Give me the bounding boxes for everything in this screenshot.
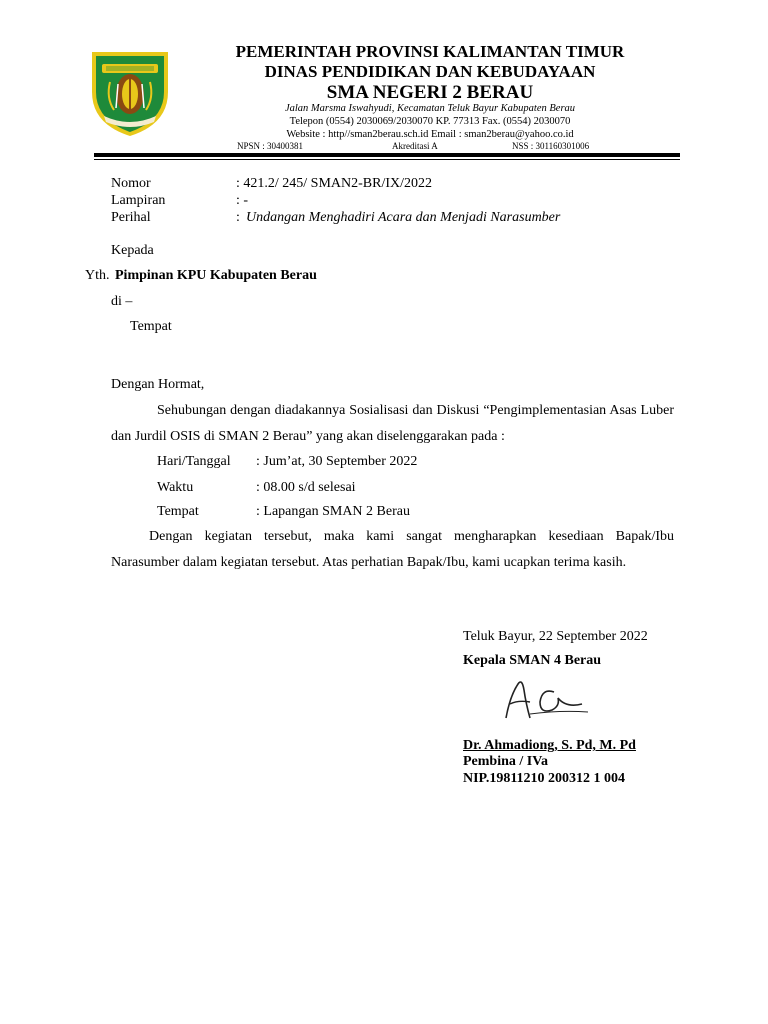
- lampiran-value: : -: [236, 193, 249, 208]
- nomor-value: : 421.2/ 245/ SMAN2-BR/IX/2022: [236, 176, 433, 191]
- waktu-value: : 08.00 s/d selesai: [256, 480, 356, 495]
- kop-school-name: SMA NEGERI 2 BERAU: [326, 82, 534, 103]
- letterhead-rule-thick: [94, 153, 680, 157]
- greeting: Dengan Hormat,: [111, 377, 205, 392]
- kop-phone: Telepon (0554) 2030069/2030070 KP. 77313 Fax. (0554) 2030070: [289, 116, 571, 127]
- perihal-colon: :: [236, 210, 240, 225]
- place-date: Teluk Bayur, 22 September 2022: [463, 629, 648, 644]
- signer-rank: Pembina / IVa: [463, 754, 549, 769]
- paragraph-1: Sehubungan dengan diadakannya Sosialisasi dan Diskusi “Pengimplementasian Asas Luber dan Jurdil OSIS di SMAN 2 Berau” yang akan diselenggarakan pada :: [111, 403, 674, 444]
- hari-label: Hari/Tanggal: [157, 454, 231, 469]
- yth-text: Yth.: [85, 268, 110, 283]
- perihal-label: Perihal: [111, 210, 151, 225]
- kepada-text: Kepada: [111, 243, 154, 258]
- kop-nss: NSS : 301160301006: [512, 141, 590, 151]
- lampiran-label: Lampiran: [111, 193, 166, 208]
- signer-name: Dr. Ahmadiong, S. Pd, M. Pd: [463, 738, 636, 753]
- di-text: di –: [111, 294, 133, 309]
- tempat-label: Tempat: [157, 504, 199, 519]
- school-logo: [88, 46, 172, 138]
- kop-website: Website : http//sman2berau.sch.id Email : sman2berau@yahoo.co.id: [286, 129, 574, 140]
- tempat-value: : Lapangan SMAN 2 Berau: [256, 504, 410, 519]
- signer-nip: NIP.19811210 200312 1 004: [463, 771, 626, 786]
- recipient-name: Pimpinan KPU Kabupaten Berau: [115, 268, 317, 283]
- waktu-label: Waktu: [157, 480, 194, 495]
- kop-akreditasi: Akreditasi A: [392, 141, 438, 151]
- kop-address: Jalan Marsma Iswahyudi, Kecamatan Teluk Bayur Kabupaten Berau: [284, 103, 576, 114]
- kop-province: PEMERINTAH PROVINSI KALIMANTAN TIMUR: [235, 42, 625, 61]
- nomor-label: Nomor: [111, 176, 151, 191]
- tempat-text: Tempat: [130, 319, 172, 334]
- paragraph-2: Dengan kegiatan tersebut, maka kami sangat mengharapkan kesediaan Bapak/Ibu Narasumber dalam kegiatan tersebut. Atas perhatian Bapak/Ibu, kami ucapkan terima kasih.: [111, 529, 674, 570]
- letterhead-rule-thin: [94, 159, 680, 160]
- handwritten-signature: [500, 674, 590, 724]
- signer-position: Kepala SMAN 4 Berau: [463, 653, 602, 668]
- kop-department: DINAS PENDIDIKAN DAN KEBUDAYAAN: [264, 62, 596, 81]
- perihal-value: Undangan Menghadiri Acara dan Menjadi Narasumber: [246, 210, 561, 225]
- kop-npsn: NPSN : 30400381: [237, 141, 304, 151]
- hari-value: : Jum’at, 30 September 2022: [256, 454, 418, 469]
